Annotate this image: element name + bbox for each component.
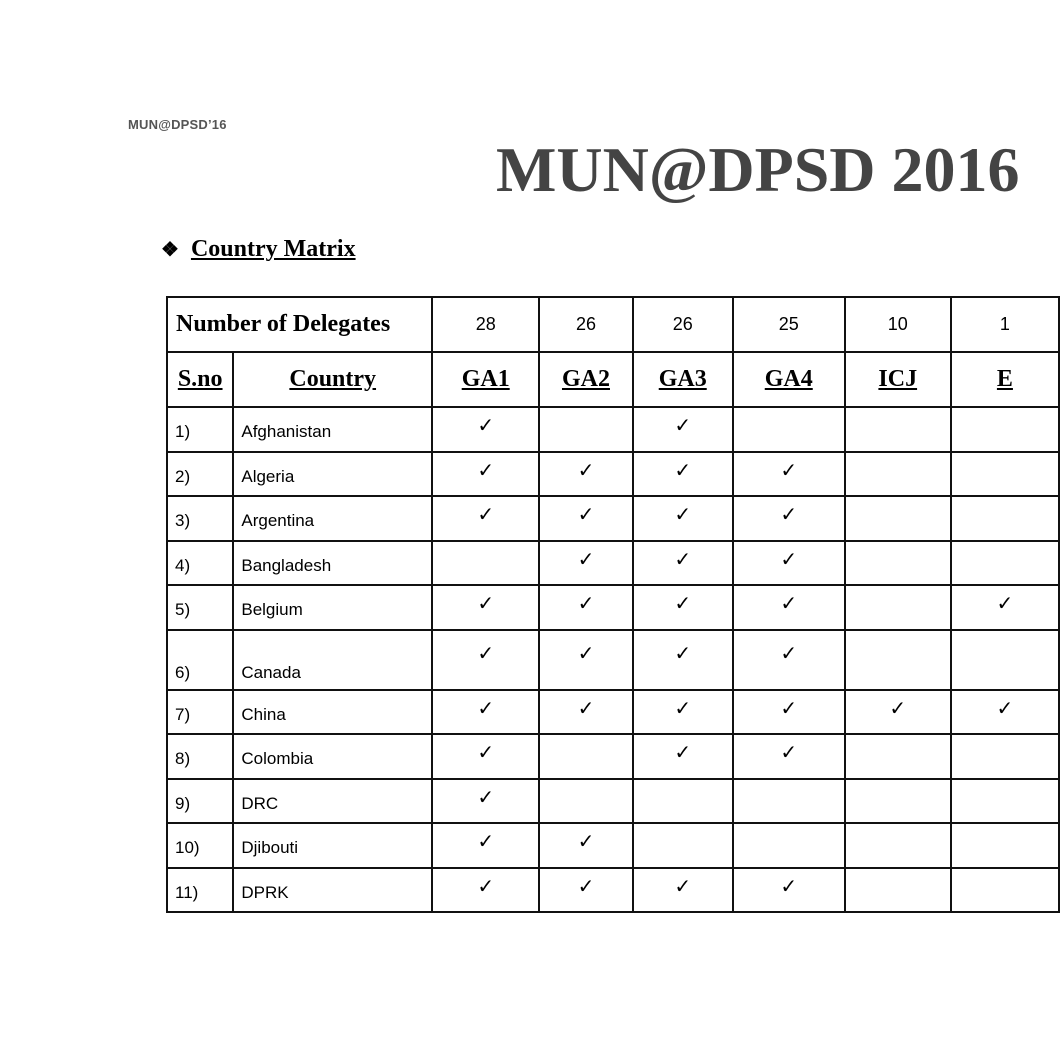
committee-header-ga4: GA4	[733, 352, 845, 407]
delegates-row	[167, 297, 1059, 352]
checkmark-icon: ✓	[951, 690, 1059, 735]
empty-cell	[633, 779, 733, 824]
country-matrix-table	[166, 296, 1060, 913]
committee-header-ga2: GA2	[539, 352, 632, 407]
empty-cell	[951, 496, 1059, 541]
delegate-count-ga3: 26	[633, 297, 733, 352]
table-row	[167, 868, 1059, 913]
empty-cell	[845, 630, 951, 690]
checkmark-icon: ✓	[951, 585, 1059, 630]
row-country: Bangladesh	[233, 541, 432, 586]
checkmark-icon: ✓	[733, 630, 845, 690]
checkmark-icon: ✓	[633, 585, 733, 630]
checkmark-icon: ✓	[633, 452, 733, 497]
empty-cell	[951, 868, 1059, 913]
empty-cell	[845, 407, 951, 452]
table-row	[167, 630, 1059, 690]
empty-cell	[951, 630, 1059, 690]
checkmark-icon: ✓	[432, 496, 539, 541]
checkmark-icon: ✓	[432, 452, 539, 497]
empty-cell	[845, 734, 951, 779]
checkmark-icon: ✓	[845, 690, 951, 735]
committee-header-ga3: GA3	[633, 352, 733, 407]
row-country: Djibouti	[233, 823, 432, 868]
row-sno: 2)	[167, 452, 233, 497]
country-header: Country	[233, 352, 432, 407]
checkmark-icon: ✓	[539, 541, 632, 586]
checkmark-icon: ✓	[733, 734, 845, 779]
section-heading	[161, 236, 356, 263]
checkmark-icon: ✓	[733, 868, 845, 913]
checkmark-icon: ✓	[432, 734, 539, 779]
checkmark-icon: ✓	[633, 407, 733, 452]
checkmark-icon: ✓	[633, 496, 733, 541]
row-country: China	[233, 690, 432, 735]
committee-header-icj: ICJ	[845, 352, 951, 407]
running-header: MUN@DPSD’16	[128, 117, 227, 132]
table-row	[167, 452, 1059, 497]
empty-cell	[539, 779, 632, 824]
checkmark-icon: ✓	[432, 690, 539, 735]
empty-cell	[845, 868, 951, 913]
checkmark-icon: ✓	[733, 585, 845, 630]
header-row	[167, 352, 1059, 407]
committee-header-e: E	[951, 352, 1059, 407]
empty-cell	[539, 734, 632, 779]
table-row	[167, 407, 1059, 452]
diamond-bullet-icon: ❖	[161, 239, 179, 261]
empty-cell	[733, 823, 845, 868]
delegate-count-ga1: 28	[432, 297, 539, 352]
committee-header-ga1: GA1	[432, 352, 539, 407]
table-row	[167, 585, 1059, 630]
row-country: DPRK	[233, 868, 432, 913]
checkmark-icon: ✓	[539, 690, 632, 735]
delegate-count-ga4: 25	[733, 297, 845, 352]
empty-cell	[951, 779, 1059, 824]
row-sno: 8)	[167, 734, 233, 779]
empty-cell	[845, 496, 951, 541]
checkmark-icon: ✓	[733, 452, 845, 497]
empty-cell	[951, 541, 1059, 586]
delegates-label: Number of Delegates	[167, 297, 432, 352]
row-country: Argentina	[233, 496, 432, 541]
empty-cell	[951, 407, 1059, 452]
checkmark-icon: ✓	[539, 452, 632, 497]
checkmark-icon: ✓	[733, 690, 845, 735]
checkmark-icon: ✓	[432, 585, 539, 630]
table-row	[167, 779, 1059, 824]
checkmark-icon: ✓	[432, 823, 539, 868]
checkmark-icon: ✓	[539, 496, 632, 541]
table-row	[167, 734, 1059, 779]
delegate-count-e: 1	[951, 297, 1059, 352]
checkmark-icon: ✓	[633, 541, 733, 586]
row-sno: 10)	[167, 823, 233, 868]
row-country: Colombia	[233, 734, 432, 779]
table-row	[167, 690, 1059, 735]
checkmark-icon: ✓	[733, 496, 845, 541]
checkmark-icon: ✓	[733, 541, 845, 586]
checkmark-icon: ✓	[432, 407, 539, 452]
row-sno: 3)	[167, 496, 233, 541]
delegate-count-ga2: 26	[539, 297, 632, 352]
table-row	[167, 541, 1059, 586]
checkmark-icon: ✓	[633, 734, 733, 779]
checkmark-icon: ✓	[432, 868, 539, 913]
empty-cell	[951, 823, 1059, 868]
section-heading-label: Country Matrix	[190, 236, 356, 262]
empty-cell	[633, 823, 733, 868]
empty-cell	[733, 779, 845, 824]
empty-cell	[845, 585, 951, 630]
checkmark-icon: ✓	[432, 779, 539, 824]
row-country: Canada	[233, 630, 432, 690]
checkmark-icon: ✓	[432, 630, 539, 690]
row-country: Afghanistan	[233, 407, 432, 452]
row-country: Algeria	[233, 452, 432, 497]
empty-cell	[432, 541, 539, 586]
empty-cell	[951, 734, 1059, 779]
empty-cell	[733, 407, 845, 452]
row-country: DRC	[233, 779, 432, 824]
row-sno: 11)	[167, 868, 233, 913]
row-sno: 1)	[167, 407, 233, 452]
checkmark-icon: ✓	[539, 823, 632, 868]
checkmark-icon: ✓	[633, 630, 733, 690]
empty-cell	[539, 407, 632, 452]
document-title: MUN@DPSD 2016	[496, 134, 1020, 205]
checkmark-icon: ✓	[633, 868, 733, 913]
row-country: Belgium	[233, 585, 432, 630]
checkmark-icon: ✓	[539, 585, 632, 630]
sno-header: S.no	[167, 352, 233, 407]
row-sno: 5)	[167, 585, 233, 630]
row-sno: 4)	[167, 541, 233, 586]
empty-cell	[845, 452, 951, 497]
table-row	[167, 823, 1059, 868]
empty-cell	[845, 779, 951, 824]
table-row	[167, 496, 1059, 541]
empty-cell	[845, 823, 951, 868]
row-sno: 7)	[167, 690, 233, 735]
row-sno: 6)	[167, 630, 233, 690]
empty-cell	[951, 452, 1059, 497]
checkmark-icon: ✓	[539, 630, 632, 690]
checkmark-icon: ✓	[633, 690, 733, 735]
empty-cell	[845, 541, 951, 586]
row-sno: 9)	[167, 779, 233, 824]
checkmark-icon: ✓	[539, 868, 632, 913]
delegate-count-icj: 10	[845, 297, 951, 352]
